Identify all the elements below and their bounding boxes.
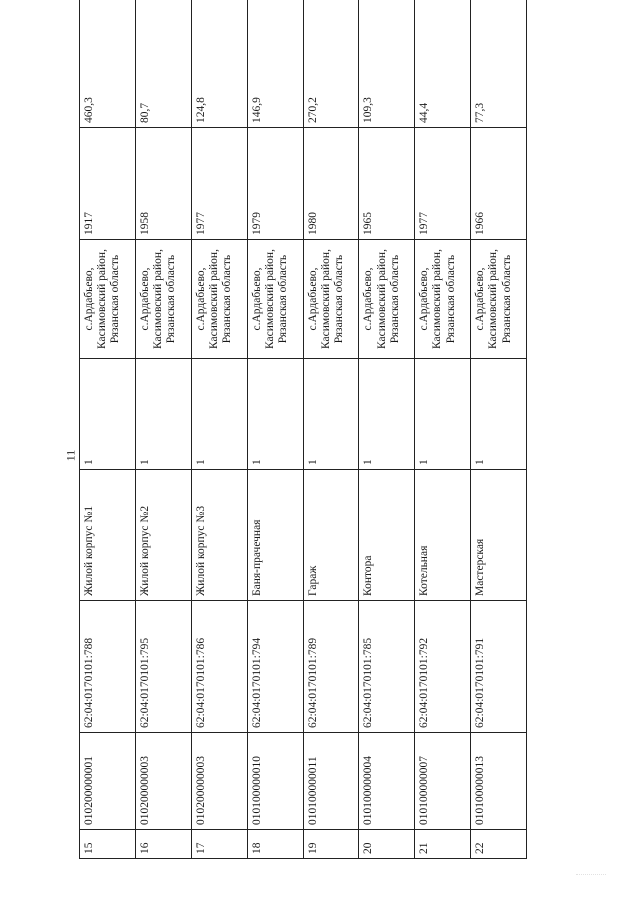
cadastral-number-cell: 62:04:0170101:795 — [135, 601, 191, 733]
table-row — [247, 0, 303, 859]
object-name-cell: Гараж — [303, 470, 359, 601]
address-line: Касимовский район, — [207, 249, 220, 349]
inventory-number-cell: 010100000010 — [247, 733, 303, 830]
address-line: Касимовский район, — [431, 249, 444, 349]
inventory-number-cell: 010100000007 — [415, 733, 471, 830]
object-name-cell: Контора — [359, 470, 415, 601]
address-line: Рязанская область — [165, 254, 178, 344]
cadastral-number-cell: 62:04:0170101:789 — [303, 601, 359, 733]
quantity-cell: 1 — [135, 359, 191, 470]
quantity-cell: 1 — [359, 359, 415, 470]
table-row — [359, 0, 415, 859]
address-line: Касимовский район, — [263, 249, 276, 349]
cadastral-number-cell: 62:04:0170101:791 — [471, 601, 527, 733]
table-row — [415, 0, 471, 859]
cadastral-number-cell: 62:04:0170101:785 — [359, 601, 415, 733]
year-cell: 1980 — [303, 128, 359, 240]
table-row — [80, 0, 136, 859]
row-number-cell: 17 — [191, 830, 247, 859]
area-cell: 109,3 — [359, 0, 415, 128]
address-line: с.Ардабьево, — [362, 267, 375, 331]
address-line: Касимовский район, — [319, 249, 332, 349]
row-number-cell: 21 — [415, 830, 471, 859]
quantity-cell: 1 — [80, 359, 136, 470]
cadastral-number-cell: 62:04:0170101:786 — [191, 601, 247, 733]
address-line: Касимовский район, — [375, 249, 388, 349]
table-row — [303, 0, 359, 859]
year-cell: 1977 — [415, 128, 471, 240]
address-cell — [415, 240, 471, 359]
cadastral-number-cell: 62:04:0170101:794 — [247, 601, 303, 733]
table-row — [135, 0, 191, 859]
quantity-cell: 1 — [247, 359, 303, 470]
area-cell: 124,8 — [191, 0, 247, 128]
object-name-cell: Жилой корпус №2 — [135, 470, 191, 601]
table-row — [191, 0, 247, 859]
object-name-cell: Котельная — [415, 470, 471, 601]
area-cell: 146,9 — [247, 0, 303, 128]
address-line: Касимовский район, — [487, 249, 500, 349]
address-cell — [191, 240, 247, 359]
address-line: Рязанская область — [444, 254, 457, 344]
address-cell — [135, 240, 191, 359]
address-line: Касимовский район, — [96, 249, 109, 349]
quantity-cell: 1 — [415, 359, 471, 470]
inventory-number-cell: 010100000011 — [303, 733, 359, 830]
address-line: с.Ардабьево, — [306, 267, 319, 331]
inventory-number-cell: 010100000013 — [471, 733, 527, 830]
address-line: Рязанская область — [277, 254, 290, 344]
year-cell: 1958 — [135, 128, 191, 240]
inventory-number-cell: 010200000003 — [191, 733, 247, 830]
address-cell — [303, 240, 359, 359]
object-name-cell: Жилой корпус №3 — [191, 470, 247, 601]
row-number-cell: 20 — [359, 830, 415, 859]
cadastral-number-cell: 62:04:0170101:788 — [80, 601, 136, 733]
year-cell: 1965 — [359, 128, 415, 240]
cadastral-number-cell: 62:04:0170101:792 — [415, 601, 471, 733]
registry-table-wrapper — [79, 46, 527, 859]
area-cell: 77,3 — [471, 0, 527, 128]
year-cell: 1977 — [191, 128, 247, 240]
row-number-cell: 22 — [471, 830, 527, 859]
address-cell — [247, 240, 303, 359]
quantity-cell: 1 — [471, 359, 527, 470]
inventory-number-cell: 010200000001 — [80, 733, 136, 830]
year-cell: 1917 — [80, 128, 136, 240]
row-number-cell: 19 — [303, 830, 359, 859]
object-name-cell: Баня-прачечная — [247, 470, 303, 601]
year-cell: 1966 — [471, 128, 527, 240]
scan-artifact — [576, 874, 606, 883]
address-line: Рязанская область — [500, 254, 513, 344]
area-cell: 80,7 — [135, 0, 191, 128]
table-row — [471, 0, 527, 859]
quantity-cell: 1 — [303, 359, 359, 470]
page-number: 11 — [63, 449, 78, 462]
object-name-cell: Жилой корпус №1 — [80, 470, 136, 601]
object-name-cell: Мастерская — [471, 470, 527, 601]
row-number-cell: 15 — [80, 830, 136, 859]
area-cell: 460,3 — [80, 0, 136, 128]
row-number-cell: 18 — [247, 830, 303, 859]
address-line: с.Ардабьево, — [474, 267, 487, 331]
registry-table-body — [80, 0, 527, 859]
address-cell — [471, 240, 527, 359]
address-line: с.Ардабьево, — [418, 267, 431, 331]
address-cell — [80, 240, 136, 359]
address-line: с.Ардабьево, — [250, 267, 263, 331]
address-line: Рязанская область — [388, 254, 401, 344]
address-line: Рязанская область — [332, 254, 345, 344]
quantity-cell: 1 — [191, 359, 247, 470]
address-line: Рязанская область — [109, 254, 122, 344]
address-line: с.Ардабьево, — [83, 267, 95, 331]
row-number-cell: 16 — [135, 830, 191, 859]
area-cell: 44,4 — [415, 0, 471, 128]
address-line: Касимовский район, — [152, 249, 165, 349]
registry-table — [79, 0, 527, 859]
address-line: с.Ардабьево, — [138, 267, 151, 331]
address-line: Рязанская область — [221, 254, 234, 344]
inventory-number-cell: 010200000003 — [135, 733, 191, 830]
year-cell: 1979 — [247, 128, 303, 240]
inventory-number-cell: 010100000004 — [359, 733, 415, 830]
area-cell: 270,2 — [303, 0, 359, 128]
address-cell — [359, 240, 415, 359]
address-line: с.Ардабьево, — [194, 267, 207, 331]
